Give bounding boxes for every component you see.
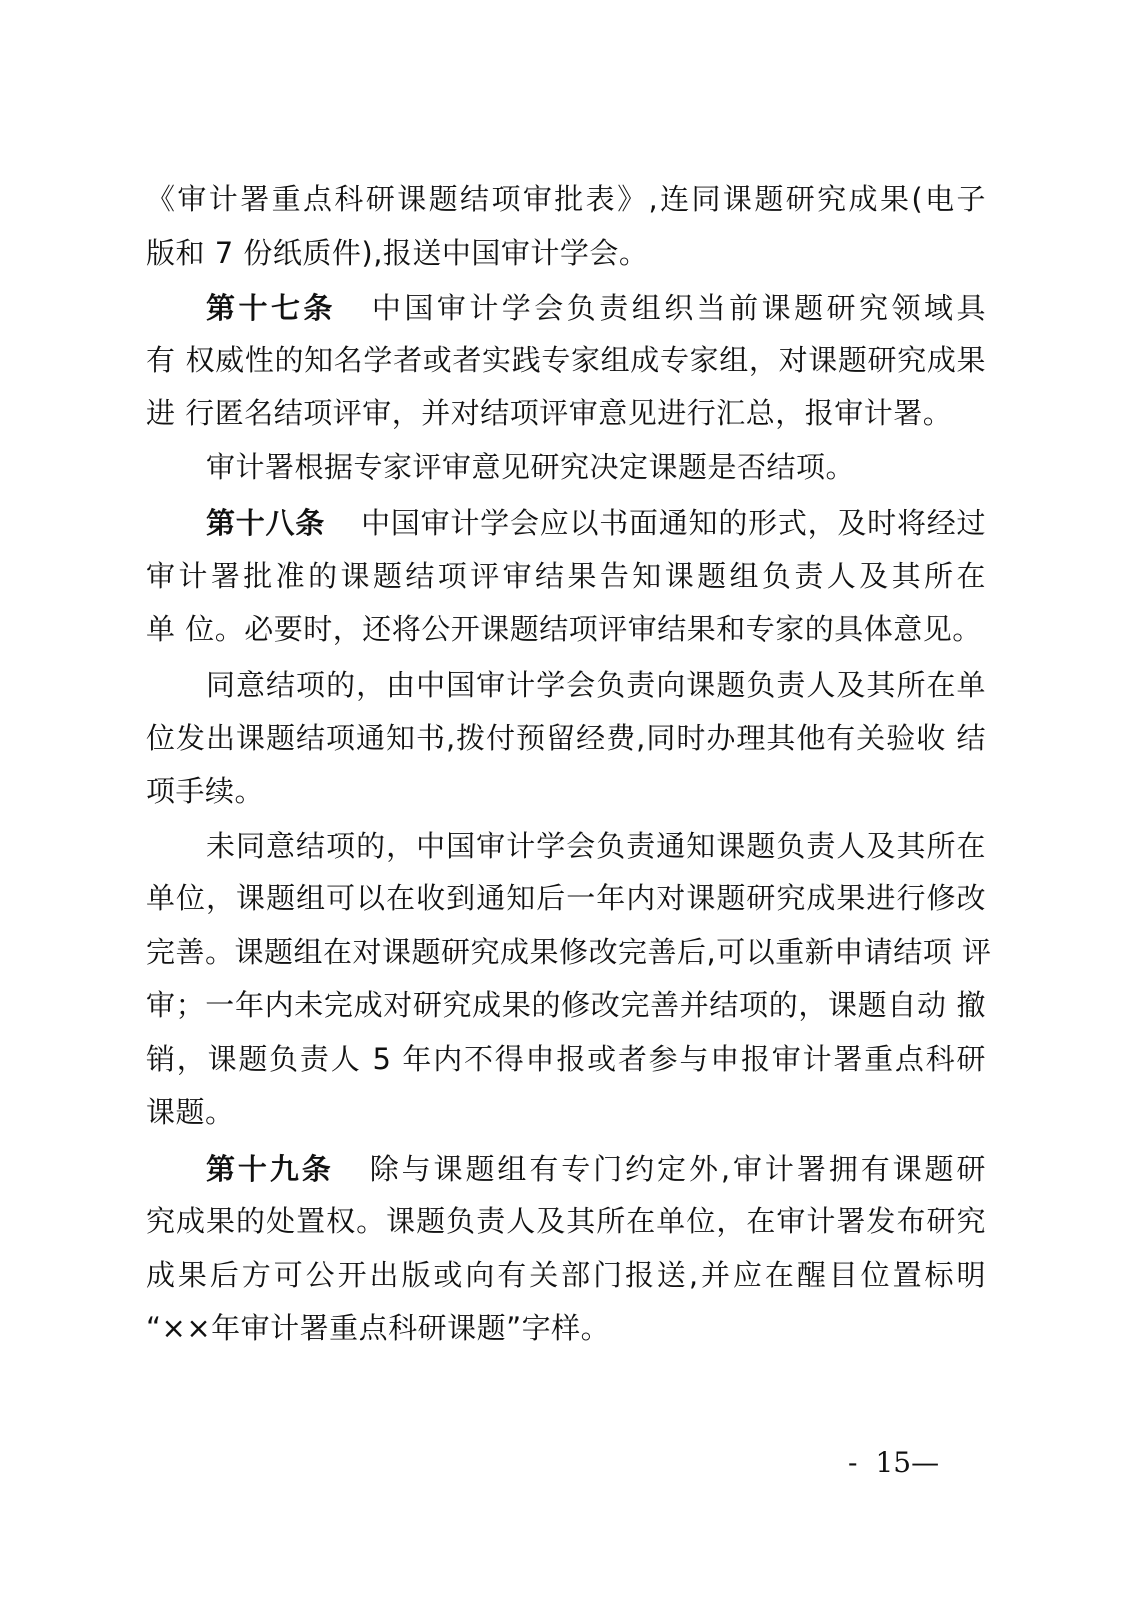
- text-line: 审计署批准的课题结项评审结果告知课题组负责人及其所在: [146, 559, 986, 593]
- text-line: 未同意结项的，中国审计学会负责通知课题负责人及其所在: [206, 829, 986, 863]
- page-number-value: 15: [875, 1446, 912, 1479]
- text-line: 单 位。必要时，还将公开课题结项评审结果和专家的具体意见。: [146, 612, 982, 646]
- text-line: 进 行匿名结项评审，并对结项评审意见进行汇总，报审计署。: [146, 396, 953, 430]
- text-line: 销，课题负责人 5 年内不得申报或者参与申报审计署重点科研: [146, 1042, 986, 1076]
- text-span: 中国审计学会负责组织当前课题研究领域具: [371, 291, 986, 325]
- text-line: 课题。: [146, 1095, 235, 1129]
- text-line: 《审计署重点科研课题结项审批表》,连同课题研究成果(电子: [146, 182, 986, 216]
- text-line: “××年审计署重点科研课题”字样。: [146, 1311, 611, 1345]
- text-line: 审计署根据专家评审意见研究决定课题是否结项。: [206, 450, 856, 484]
- article-18-heading: 第十八条: [206, 506, 326, 540]
- page-number: [848, 1443, 939, 1483]
- article-17-first-line: [206, 288, 986, 328]
- text-span: 中国审计学会应以书面通知的形式，及时将经过: [361, 506, 986, 540]
- article-18-first-line: [206, 503, 986, 543]
- page-number-right-dash: —: [911, 1446, 940, 1479]
- text-line: 位发出课题结项通知书,拨付预留经费,同时办理其他有关验收 结: [146, 721, 986, 755]
- text-line: 同意结项的，由中国审计学会负责向课题负责人及其所在单: [206, 668, 986, 702]
- text-line: 成果后方可公开出版或向有关部门报送,并应在醒目位置标明: [146, 1258, 986, 1292]
- text-line: 有 权威性的知名学者或者实践专家组成专家组，对课题研究成果: [146, 343, 986, 377]
- text-line: 版和 7 份纸质件),报送中国审计学会。: [146, 236, 649, 270]
- text-line: 审；一年内未完成对研究成果的修改完善并结项的，课题自动 撤: [146, 988, 986, 1022]
- text-line: 单位，课题组可以在收到通知后一年内对课题研究成果进行修改: [146, 881, 986, 915]
- article-17-heading: 第十七条: [206, 291, 336, 325]
- article-19-first-line: [206, 1149, 986, 1189]
- text-line: 究成果的处置权。课题负责人及其所在单位，在审计署发布研究: [146, 1204, 986, 1238]
- page-number-left-dash: -: [848, 1446, 858, 1479]
- article-19-heading: 第十九条: [206, 1152, 334, 1186]
- text-span: 除与课题组有专门约定外,审计署拥有课题研: [369, 1152, 986, 1186]
- text-line: 完善。课题组在对课题研究成果修改完善后,可以重新申请结项 评: [146, 935, 992, 969]
- text-line: 项手续。: [146, 774, 265, 808]
